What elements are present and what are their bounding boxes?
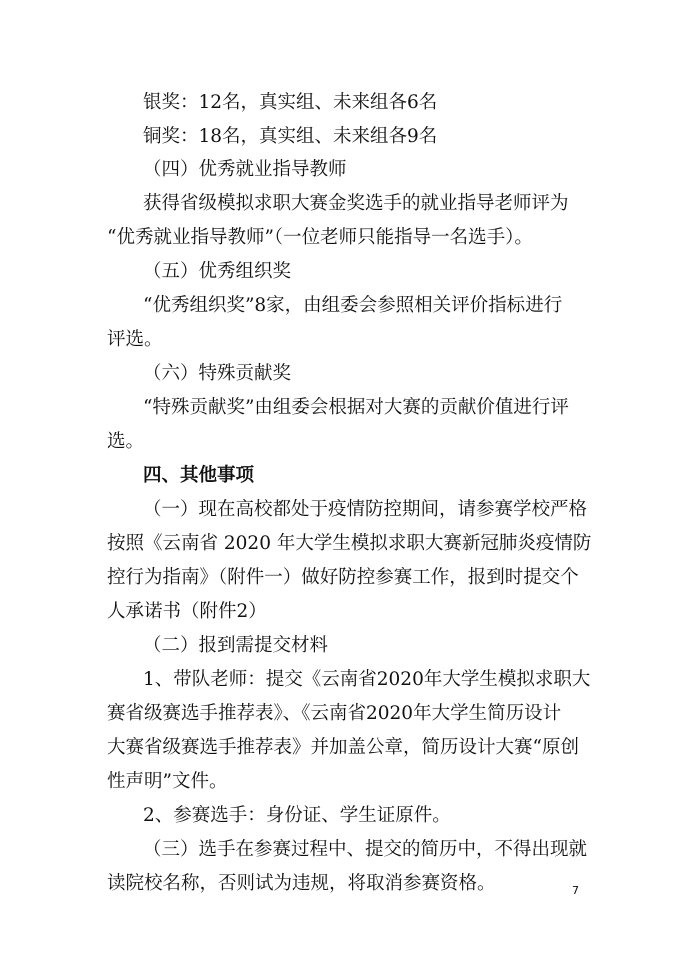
paragraph-line: 选。	[107, 431, 145, 452]
paragraph-line: “优秀组织奖”8家，由组委会参照相关评价指标进行	[143, 295, 563, 316]
page-number: 7	[572, 884, 579, 897]
paragraph-line: 大赛省级赛选手推荐表》并加盖公章，简历设计大赛“原创	[107, 737, 579, 758]
paragraph-line: （三）选手在参赛过程中、提交的简历中，不得出现就	[143, 839, 588, 860]
section-heading: （四）优秀就业指导教师	[143, 159, 347, 180]
paragraph-line: “特殊贡献奖”由组委会根据对大赛的贡献价值进行评	[143, 397, 569, 418]
paragraph-line: 2、参赛选手：身份证、学生证原件。	[143, 805, 451, 826]
paragraph-line: 评选。	[107, 329, 163, 350]
section-heading: （五）优秀组织奖	[143, 261, 292, 282]
paragraph-line: 银奖：12名，真实组、未来组各6名	[143, 92, 438, 113]
section-heading: （二）报到需提交材料	[143, 635, 329, 656]
paragraph-line: 铜奖：18名，真实组、未来组各9名	[143, 126, 438, 147]
paragraph-line: 性声明”文件。	[107, 771, 228, 792]
paragraph-line: 赛省级赛选手推荐表》、《云南省2020年大学生简历设计	[107, 703, 562, 724]
paragraph-line: 读院校名称，否则试为违规，将取消参赛资格。	[107, 873, 496, 894]
paragraph-line: 获得省级模拟求职大赛金奖选手的就业指导老师评为	[143, 193, 569, 214]
paragraph-line: 控行为指南》（附件一）做好防控参赛工作，报到时提交个	[107, 567, 579, 588]
paragraph-line: “优秀就业指导教师”（一位老师只能指导一名选手）。	[107, 227, 533, 248]
paragraph-line: （一）现在高校都处于疫情防控期间，请参赛学校严格	[143, 499, 588, 520]
paragraph-line: 按照《云南省 2020 年大学生模拟求职大赛新冠肺炎疫情防	[107, 533, 592, 554]
section-heading: （六）特殊贡献奖	[143, 363, 292, 384]
chapter-heading: 四、其他事项	[143, 465, 255, 486]
paragraph-line: 1、带队老师：提交《云南省2020年大学生模拟求职大	[143, 669, 591, 690]
paragraph-line: 人承诺书（附件2）	[107, 601, 267, 622]
